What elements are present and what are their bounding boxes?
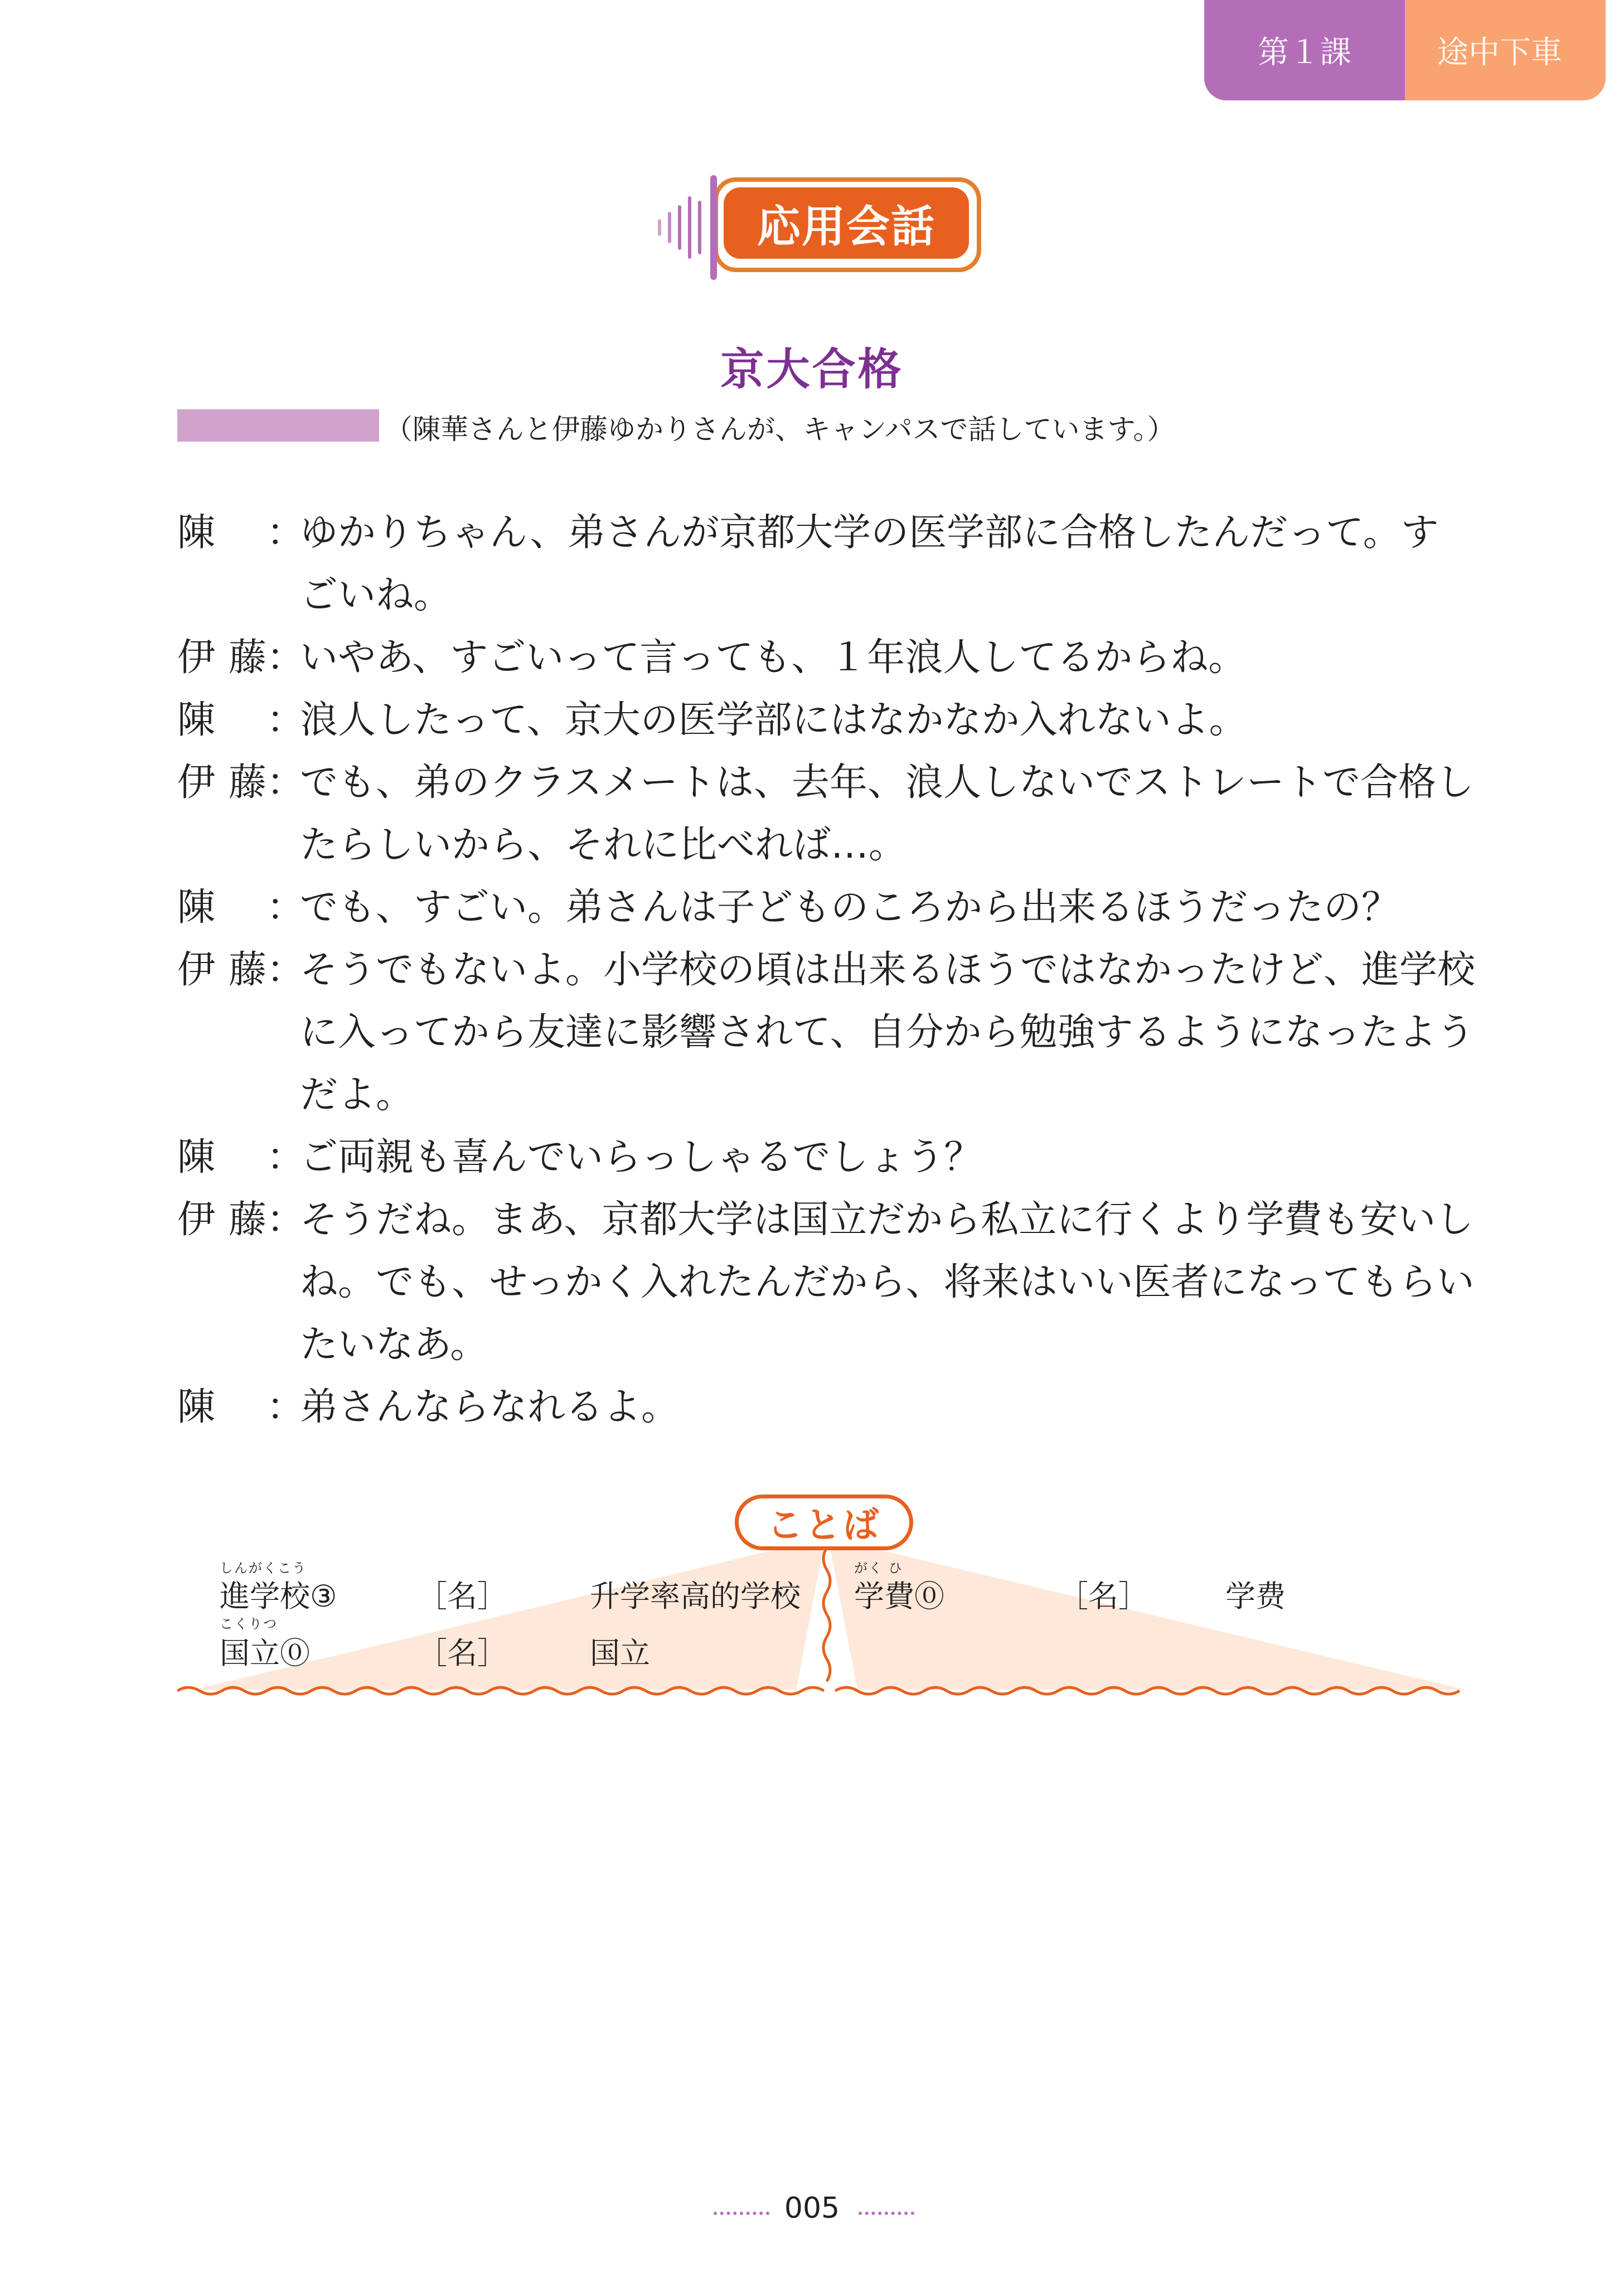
page-number: 005 <box>784 2192 840 2225</box>
speaker: 伊藤 <box>177 1198 266 1242</box>
vocab-word: 進学校③ <box>220 1579 337 1614</box>
section-banner <box>652 177 992 278</box>
lesson-title: 途中下車 <box>1437 35 1562 71</box>
vocab-meaning: 升学率高的学校 <box>590 1579 801 1614</box>
speaker: 伊藤 <box>177 761 266 805</box>
banner-stem <box>710 175 717 280</box>
colon: ： <box>266 1198 305 1242</box>
speech: ゆかりちゃん、弟さんが京都大学の医学部に合格したんだって。すごいね。 <box>300 511 1439 617</box>
page-title: 京大合格 <box>720 345 904 395</box>
vocab-pos: ［名］ <box>417 1636 507 1671</box>
vocab-reading: がく ひ <box>854 1560 903 1576</box>
dialogue-line <box>177 1376 1476 1439</box>
dialogue-line <box>177 939 1476 1126</box>
vocab-pos: ［名］ <box>1058 1579 1148 1614</box>
vocab-reading: しんがくこう <box>220 1560 307 1576</box>
speech: 弟さんならなれるよ。 <box>300 1385 680 1429</box>
speaker: 陳 <box>177 1385 216 1429</box>
colon: ： <box>266 698 305 742</box>
colon: ： <box>266 761 305 805</box>
speech: でも、弟のクラスメートは、去年、浪人しないでストレートで合格したらしいから、それに比べれば…。 <box>300 761 1474 867</box>
lesson-title-tab <box>1394 0 1606 100</box>
section-label: 応用会話 <box>724 187 969 259</box>
speech: そうだね。まあ、京都大学は国立だから私立に行くより学費も安いしね。でも、せっかく入れたんだから、将来はいい医者になってもらいたいなあ。 <box>300 1198 1475 1367</box>
dialogue-line <box>177 1126 1476 1189</box>
vocab-word: 国立⓪ <box>220 1636 310 1671</box>
colon: ： <box>266 511 305 555</box>
dialogue-line <box>177 877 1476 939</box>
vocab-meaning: 国立 <box>590 1636 650 1671</box>
header-tabs <box>1204 0 1606 100</box>
lesson-number-tab <box>1204 0 1405 100</box>
situation-text: （陳華さんと伊藤ゆかりさんが、キャンパスで話しています。） <box>385 413 1175 446</box>
dialogue <box>177 502 1476 1439</box>
speaker: 陳 <box>177 1135 216 1179</box>
speaker: 陳 <box>177 698 216 742</box>
speech: そうでもないよ。小学校の頃は出来るほうではなかったけど、進学校に入ってから友達に影響されて、自分から勉強するようになったようだよ。 <box>300 948 1476 1117</box>
speaker: 伊藤 <box>177 948 266 992</box>
speech: いやあ、すごいって言っても、１年浪人してるからね。 <box>300 636 1247 680</box>
speaker: 伊藤 <box>177 636 266 680</box>
colon: ： <box>266 1135 305 1179</box>
dialogue-line <box>177 752 1476 877</box>
vocab-pos: ［名］ <box>417 1579 507 1614</box>
lesson-number: 第１課 <box>1258 35 1351 71</box>
dialogue-line <box>177 627 1476 689</box>
colon: ： <box>266 948 305 992</box>
speech: でも、すごい。弟さんは子どものころから出来るほうだったの？ <box>300 886 1400 930</box>
situation-bar <box>177 409 379 442</box>
vocab-label: ことば <box>735 1494 913 1550</box>
dialogue-line <box>177 689 1476 752</box>
sound-bars-icon <box>652 188 708 267</box>
speaker: 陳 <box>177 511 216 555</box>
dialogue-line <box>177 1189 1476 1376</box>
speech: 浪人したって、京大の医学部にはなかなか入れないよ。 <box>300 698 1247 742</box>
dialogue-line <box>177 502 1476 627</box>
vocab-word: 学費⓪ <box>854 1579 944 1614</box>
vocab-box <box>177 1483 1476 1706</box>
colon: ： <box>266 636 305 680</box>
colon: ： <box>266 886 305 930</box>
speaker: 陳 <box>177 886 216 930</box>
vocab-reading: こくりつ <box>220 1616 278 1632</box>
footer-dots-right <box>859 2212 914 2215</box>
vocab-meaning: 学费 <box>1225 1579 1286 1614</box>
speech: ご両親も喜んでいらっしゃるでしょう？ <box>300 1135 982 1179</box>
colon: ： <box>266 1385 305 1429</box>
